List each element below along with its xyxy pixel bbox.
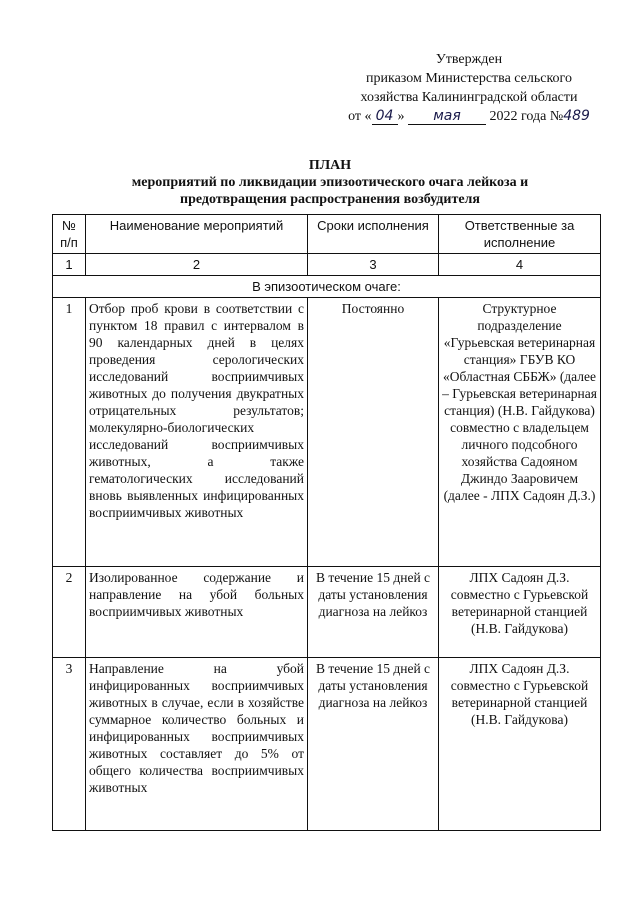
- row-responsible: ЛПХ Садоян Д.З. совместно с Гурьевской ветеринарной станцией (Н.В. Гайдукова): [439, 567, 601, 658]
- plan-subtitle-line-1: мероприятий по ликвидации эпизоотического очага лейкоза и: [131, 175, 529, 190]
- plan-subtitle-line-2: предотвращения распространения возбудителя: [180, 192, 480, 207]
- plan-table: [52, 214, 601, 831]
- row-responsible: ЛПХ Садоян Д.З. совместно с Гурьевской ветеринарной станцией (Н.В. Гайдукова): [439, 658, 601, 831]
- row-number: 1: [53, 298, 86, 567]
- approval-line-1: Утвержден: [435, 52, 503, 67]
- handwritten-number: 489: [563, 108, 590, 124]
- handwritten-month: мая: [433, 108, 461, 124]
- approval-block: [338, 50, 600, 126]
- row-responsible: Структурное подразделение «Гурьевская ветеринарная станция» ГБУВ КО «Областная СББЖ» (далее – Гурьевская ветеринарная станция) (Н.В. Гайдукова) совместно с владельцем личного подсобного хозяйства Садояном Джиндо Зааровичем (далее - ЛПХ Садоян Д.З.): [439, 298, 601, 567]
- date-mid: »: [397, 109, 405, 124]
- table-row: [53, 567, 601, 658]
- column-number-row: [53, 254, 601, 276]
- plan-heading: ПЛАН: [308, 158, 352, 173]
- row-activity: Направление на убой инфицированных восприимчивых животных в случае, если в хозяйстве суммарное количество больных и инфицированных восприимчивых животных составляет до 5% от общего количества восприимчивых животных: [86, 658, 308, 831]
- header-term: Сроки исполнения: [308, 215, 439, 254]
- column-number: 1: [53, 254, 86, 276]
- row-number: 3: [53, 658, 86, 831]
- approval-date-line: [338, 107, 600, 126]
- header-number: № п/п: [53, 215, 86, 254]
- date-suffix: 2022 года №: [489, 109, 564, 124]
- row-activity: Отбор проб крови в соответствии с пунктом 18 правил с интервалом в 90 календарных дней в целях проведения серологических исследований восприимчивых животных до получения двукратных отрицательных результатов; молекулярно-биологических исследований восприимчивых животных, а также гематологических исследований вновь выявленных инфицированных восприимчивых животных: [86, 298, 308, 567]
- header-responsible: Ответственные за исполнение: [439, 215, 601, 254]
- column-number: 4: [439, 254, 601, 276]
- table-row: [53, 298, 601, 567]
- row-activity: Изолированное содержание и направление на убой больных восприимчивых животных: [86, 567, 308, 658]
- table-header-row: [53, 215, 601, 254]
- column-number: 3: [308, 254, 439, 276]
- table-row: [53, 658, 601, 831]
- approval-line-2: приказом Министерства сельского: [366, 71, 572, 86]
- section-row: [53, 276, 601, 298]
- document-title: [60, 157, 600, 208]
- handwritten-day: 04: [375, 108, 394, 124]
- row-term: В течение 15 дней с даты установления диагноза на лейкоз: [308, 567, 439, 658]
- date-prefix: от «: [348, 109, 372, 124]
- column-number: 2: [86, 254, 308, 276]
- row-number: 2: [53, 567, 86, 658]
- header-name: Наименование мероприятий: [86, 215, 308, 254]
- row-term: Постоянно: [308, 298, 439, 567]
- section-title: В эпизоотическом очаге:: [53, 276, 601, 298]
- row-term: В течение 15 дней с даты установления диагноза на лейкоз: [308, 658, 439, 831]
- approval-line-3: хозяйства Калининградской области: [360, 90, 578, 105]
